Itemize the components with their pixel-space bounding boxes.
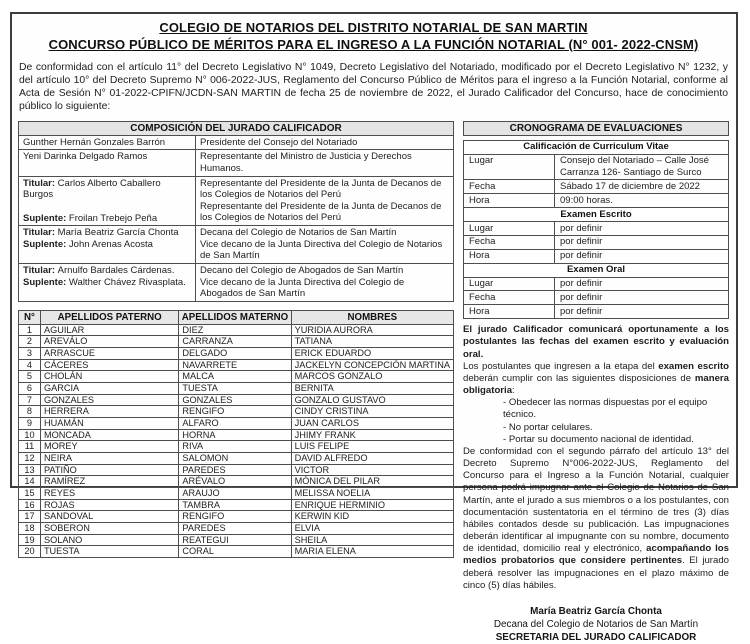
jurado-table-title: COMPOSICIÓN DEL JURADO CALIFICADOR (19, 121, 454, 135)
jurado-member: Yeni Darinka Delgado Ramos (23, 151, 148, 163)
postulante-cell: MÓNICA DEL PILAR (291, 476, 453, 488)
postulante-cell: REYES (40, 488, 178, 500)
cronograma-section-title: Examen Oral (464, 263, 729, 277)
postulantes-column-header: NOMBRES (291, 310, 453, 324)
postulante-cell: GONZALES (179, 394, 291, 406)
document-frame (10, 12, 738, 644)
cronograma-value: Sábado 17 de diciembre de 2022 (555, 180, 729, 194)
jurado-member-prefix: Suplente: (23, 276, 69, 288)
cronograma-label: Hora (464, 194, 555, 208)
postulante-cell: 20 (19, 546, 41, 558)
postulante-cell: YURIDIA AURORA (291, 324, 453, 336)
cronograma-value: por definir (555, 291, 729, 305)
jurado-role: Vice decano de la Junta Directiva del Colegio de Notarios de San Martín (200, 238, 443, 262)
postulante-row (19, 488, 454, 500)
cronograma-value: por definir (555, 235, 729, 249)
jurado-title-row (19, 121, 454, 135)
cronograma-table-body (464, 140, 729, 318)
postulante-cell: AREVÁLO (40, 336, 178, 348)
jurado-role: Vice decano de la Junta Directiva del Colegio de Abogados de San Martín (200, 276, 405, 300)
notes-bold-segment: manera obligatoria (463, 372, 729, 397)
postulante-cell: ALFARO (179, 418, 291, 430)
postulante-cell: 16 (19, 499, 41, 511)
document-header (18, 20, 729, 54)
jurado-member: Titular: María Beatriz García Chonta (23, 227, 179, 239)
notes-text-segment: - No portar celulares. (503, 421, 593, 433)
notes-bullet-line (463, 434, 729, 446)
postulantes-column-header: APELLIDOS PATERNO (40, 310, 178, 324)
cronograma-section-row (464, 208, 729, 222)
postulante-cell: CÁCERES (40, 359, 178, 371)
postulantes-header-row (19, 310, 454, 324)
postulante-cell: MARIA ELENA (291, 546, 453, 558)
jurado-roles-cell (196, 150, 454, 176)
postulante-cell: GONZALES (40, 394, 178, 406)
jurado-member: Gunther Hernán Gonzales Barrón (23, 136, 166, 148)
cronograma-row (464, 291, 729, 305)
cronograma-section-title: Calificación de Curriculum Vitae (464, 140, 729, 154)
postulante-cell: RIVA (179, 441, 291, 453)
jurado-members-cell (19, 263, 196, 301)
jurado-members-cell (19, 176, 196, 226)
postulante-row (19, 348, 454, 360)
postulante-cell: 1 (19, 324, 41, 336)
notes-text-segment: Los postulantes que ingresen a la etapa del (463, 360, 659, 372)
postulante-row (19, 336, 454, 348)
postulantes-table-head (19, 310, 454, 324)
cronograma-label: Lugar (464, 277, 555, 291)
notes-bold-segment: examen escrito (658, 360, 729, 372)
cronograma-value: por definir (555, 249, 729, 263)
cronograma-value: Consejo del Notariado – Calle José Carranza 126- Santiago de Surco (555, 154, 729, 180)
postulante-cell: CHOLÁN (40, 371, 178, 383)
postulante-cell: 6 (19, 383, 41, 395)
postulante-cell: VICTOR (291, 464, 453, 476)
postulante-cell: MELISSA NOELIA (291, 488, 453, 500)
jurado-role: Decana del Colegio de Notarios de San Martín (200, 227, 397, 239)
postulantes-column-header: APELLIDOS MATERNO (179, 310, 291, 324)
notes-text-segment: deberán cumplir con las siguientes disposiciones de (463, 372, 695, 384)
postulante-cell: 9 (19, 418, 41, 430)
jurado-member: Titular: Carlos Alberto Caballero Burgos (23, 177, 161, 201)
two-column-layout (18, 121, 729, 644)
jurado-table (18, 121, 454, 302)
postulante-row (19, 383, 454, 395)
notes-text-segment: - Portar su documento nacional de identidad. (503, 433, 694, 445)
postulante-cell: ARRASCUE (40, 348, 178, 360)
cronograma-label: Fecha (464, 235, 555, 249)
postulante-cell: 11 (19, 441, 41, 453)
postulante-cell: AGUILAR (40, 324, 178, 336)
jurado-row (19, 135, 454, 150)
notes-text-segment: - Obedecer las normas dispuestas por el equipo técnico. (503, 397, 708, 421)
postulante-cell: RENGIFO (179, 406, 291, 418)
cronograma-row (464, 305, 729, 319)
postulante-cell: TUESTA (40, 546, 178, 558)
jurado-table-head (19, 121, 454, 135)
intro-paragraph: De conformidad con el artículo 11° del Decreto Legislativo N° 1049, Decreto Legislativo del Notariado, modificado por el Decreto Legislativo N° 1232, y del artículo 10° del Decreto Supremo N° 006-2022-JUS, Reglamento del Concurso Público de Méritos para el ingreso a la Función Notarial, conforme al Acta de Sesión N° 01-2022-CPIFN/JCDN-SAN MARTIN de fecha 25 de noviembre de 2022, el Jurado Calificador del Concurso, hace de conocimiento público lo siguiente: (19, 61, 728, 112)
postulantes-column-header: N° (19, 310, 41, 324)
notes-bullet-line (463, 422, 729, 434)
postulante-cell: LUIS FELIPE (291, 441, 453, 453)
page-title-line1: COLEGIO DE NOTARIOS DEL DISTRITO NOTARIAL DE SAN MARTIN (159, 20, 588, 35)
postulante-cell: HORNA (179, 429, 291, 441)
postulante-cell: 15 (19, 488, 41, 500)
postulante-cell: SANDOVAL (40, 511, 178, 523)
jurado-member-prefix: Titular: (23, 264, 58, 276)
postulantes-table (18, 310, 454, 558)
postulante-row (19, 394, 454, 406)
cronograma-label: Hora (464, 305, 555, 319)
postulante-cell: ROJAS (40, 499, 178, 511)
postulante-cell: 3 (19, 348, 41, 360)
postulante-cell: DIEZ (179, 324, 291, 336)
postulante-cell: 13 (19, 464, 41, 476)
jurado-member: Titular: Arnulfo Bardales Cárdenas. (23, 264, 175, 276)
postulante-cell: PAREDES (179, 464, 291, 476)
jurado-roles-cell (196, 176, 454, 226)
cronograma-title-row (464, 121, 729, 135)
postulante-cell: PAREDES (179, 523, 291, 535)
page-title-line2: CONCURSO PÚBLICO DE MÉRITOS PARA EL INGRESO A LA FUNCIÓN NOTARIAL (N° 001- 2022-CNSM) (48, 36, 699, 52)
postulante-cell: SOLANO (40, 534, 178, 546)
jurado-member: Suplente: Froilan Trebejo Peña (23, 212, 158, 224)
notes-bold-segment: acompañando los medios probatorios que considere pertinentes (463, 543, 730, 567)
postulante-row (19, 406, 454, 418)
postulante-cell: BERNITA (291, 383, 453, 395)
notes-paragraph (463, 446, 729, 592)
postulante-cell: MONCADA (40, 429, 178, 441)
jurado-table-body (19, 135, 454, 301)
notes-text-segment: . El jurado deberá resolver las impugnaciones en el plazo máximo de cinco (5) días hábiles. (463, 555, 729, 591)
cronograma-row (464, 249, 729, 263)
postulante-row (19, 534, 454, 546)
postulante-cell: SOBERON (40, 523, 178, 535)
postulante-cell: 18 (19, 523, 41, 535)
postulante-cell: 19 (19, 534, 41, 546)
postulante-cell: MALCA (179, 371, 291, 383)
postulante-cell: RAMÍREZ (40, 476, 178, 488)
postulantes-table-body (19, 324, 454, 557)
postulante-cell: 2 (19, 336, 41, 348)
postulante-cell: SALOMON (179, 453, 291, 465)
postulante-cell: GONZALO GUSTAVO (291, 394, 453, 406)
jurado-row (19, 226, 454, 264)
signature-title: SECRETARIA DEL JURADO CALIFICADOR (495, 632, 697, 644)
postulante-cell: 8 (19, 406, 41, 418)
jurado-row (19, 263, 454, 301)
cronograma-label: Hora (464, 249, 555, 263)
postulante-cell: HUAMÁN (40, 418, 178, 430)
cronograma-row (464, 194, 729, 208)
postulante-cell: CORAL (179, 546, 291, 558)
jurado-members-cell (19, 135, 196, 150)
jurado-members-cell (19, 150, 196, 176)
postulante-cell: ARAUJO (179, 488, 291, 500)
jurado-row (19, 150, 454, 176)
jurado-role: Representante del Ministro de Justicia y Derechos Humanos. (200, 151, 412, 174)
postulante-row (19, 476, 454, 488)
jurado-member-prefix: Suplente: (23, 212, 69, 224)
postulante-cell: MARCOS GONZALO (291, 371, 453, 383)
postulante-cell: JACKELYN CONCEPCIÓN MARTINA (291, 359, 453, 371)
postulante-row (19, 453, 454, 465)
cronograma-label: Lugar (464, 154, 555, 180)
postulante-cell: TUESTA (179, 383, 291, 395)
cronograma-title: CRONOGRAMA DE EVALUACIONES (464, 121, 729, 135)
right-column (463, 121, 729, 644)
jurado-roles-cell (196, 263, 454, 301)
jurado-member-prefix: Titular: (23, 177, 58, 189)
jurado-members-cell (19, 226, 196, 264)
postulante-cell: DELGADO (179, 348, 291, 360)
postulante-row (19, 523, 454, 535)
postulante-cell: PATIÑO (40, 464, 178, 476)
postulante-cell: CARRANZA (179, 336, 291, 348)
postulante-cell: REATEGUI (179, 534, 291, 546)
jurado-roles-cell (196, 135, 454, 150)
postulante-row (19, 511, 454, 523)
postulante-cell: 12 (19, 453, 41, 465)
signature-role: Decana del Colegio de Notarios de San Martín (493, 619, 699, 630)
jurado-member-prefix: Titular: (23, 227, 58, 239)
jurado-role: Decano del Colegio de Abogados de San Martín (200, 264, 404, 276)
postulante-cell: 5 (19, 371, 41, 383)
jurado-member-prefix: Suplente: (23, 238, 69, 250)
cronograma-section-row (464, 140, 729, 154)
jurado-roles-cell (196, 226, 454, 264)
postulante-row (19, 464, 454, 476)
postulante-cell: GARCIA (40, 383, 178, 395)
postulante-cell: ERICK EDUARDO (291, 348, 453, 360)
notes-block (463, 324, 729, 592)
postulante-cell: SHEILA (291, 534, 453, 546)
jurado-role: Representante del Presidente de la Junta de Decanos de los Colegios de Notarios del Perú (200, 177, 442, 201)
postulante-cell: 10 (19, 429, 41, 441)
cronograma-value: por definir (555, 305, 729, 319)
postulante-cell: ELVIA (291, 523, 453, 535)
postulante-row (19, 371, 454, 383)
postulante-cell: CINDY CRISTINA (291, 406, 453, 418)
postulante-cell: RENGIFO (179, 511, 291, 523)
cronograma-section-row (464, 263, 729, 277)
cronograma-value: por definir (555, 222, 729, 236)
cronograma-label: Fecha (464, 291, 555, 305)
cronograma-row (464, 154, 729, 180)
postulante-cell: 7 (19, 394, 41, 406)
notes-paragraph (463, 324, 729, 361)
cronograma-table (463, 140, 729, 319)
postulante-row (19, 418, 454, 430)
postulante-cell: 4 (19, 359, 41, 371)
postulante-cell: ARÉVALO (179, 476, 291, 488)
cronograma-label: Lugar (464, 222, 555, 236)
notes-text-segment: : (512, 385, 515, 397)
postulante-cell: MOREY (40, 441, 178, 453)
postulante-cell: NAVARRETE (179, 359, 291, 371)
notes-paragraph (463, 361, 729, 398)
postulante-cell: TAMBRA (179, 499, 291, 511)
postulante-cell: NEIRA (40, 453, 178, 465)
jurado-role: Representante del Presidente de la Junta de Decanos de los Colegios de Notarios del Perú (200, 200, 442, 224)
postulante-cell: DAVID ALFREDO (291, 453, 453, 465)
postulante-row (19, 359, 454, 371)
postulante-cell: JUAN CARLOS (291, 418, 453, 430)
jurado-member: Suplente: John Arenas Acosta (23, 238, 153, 250)
notes-bold-segment: El jurado Calificador comunicará oportunamente a los postulantes las fechas del examen escrito y evaluación oral. (463, 324, 729, 360)
postulante-row (19, 499, 454, 511)
signature-block (463, 605, 729, 644)
postulante-cell: 17 (19, 511, 41, 523)
cronograma-section-title: Examen Escrito (464, 208, 729, 222)
cronograma-value: 09:00 horas. (555, 194, 729, 208)
postulante-cell: JHIMY FRANK (291, 429, 453, 441)
signature-name: María Beatriz García Chonta (530, 605, 662, 617)
cronograma-title-head (464, 121, 729, 135)
notes-bullet-line (463, 397, 729, 421)
cronograma-label: Fecha (464, 180, 555, 194)
cronograma-title-table (463, 121, 729, 136)
postulante-row (19, 429, 454, 441)
left-column (18, 121, 454, 558)
jurado-member: Suplente: Walther Chávez Rivasplata. (23, 276, 186, 288)
cronograma-row (464, 277, 729, 291)
postulante-row (19, 324, 454, 336)
postulante-cell: HERRERA (40, 406, 178, 418)
cronograma-row (464, 222, 729, 236)
postulante-cell: ENRIQUE HERMINIO (291, 499, 453, 511)
postulante-cell: 14 (19, 476, 41, 488)
postulante-row (19, 441, 454, 453)
cronograma-value: por definir (555, 277, 729, 291)
postulante-row (19, 546, 454, 558)
postulante-cell: KERWIN KID (291, 511, 453, 523)
jurado-row (19, 176, 454, 226)
notes-text-segment: De conformidad con el segundo párrafo del artículo 13° del Decreto Supremo N°006-2022-JUS, Reglamento del Concurso para el Ingreso a la Función Notarial, cualquier persona podrá impugnar ante el Colegio de Notarios de San Martín, ante el jurado a sus miembros o a los postulantes, con documentación sustentatoria en el término de tres (3) días hábiles contados desde su publicación. Las impugnaciones deberán identificar al impugnante con su nombre, documento de identidad, domicilio real y electrónico, (463, 445, 729, 555)
jurado-role: Presidente del Consejo del Notariado (200, 136, 358, 148)
cronograma-row (464, 180, 729, 194)
cronograma-row (464, 235, 729, 249)
postulante-cell: TATIANA (291, 336, 453, 348)
